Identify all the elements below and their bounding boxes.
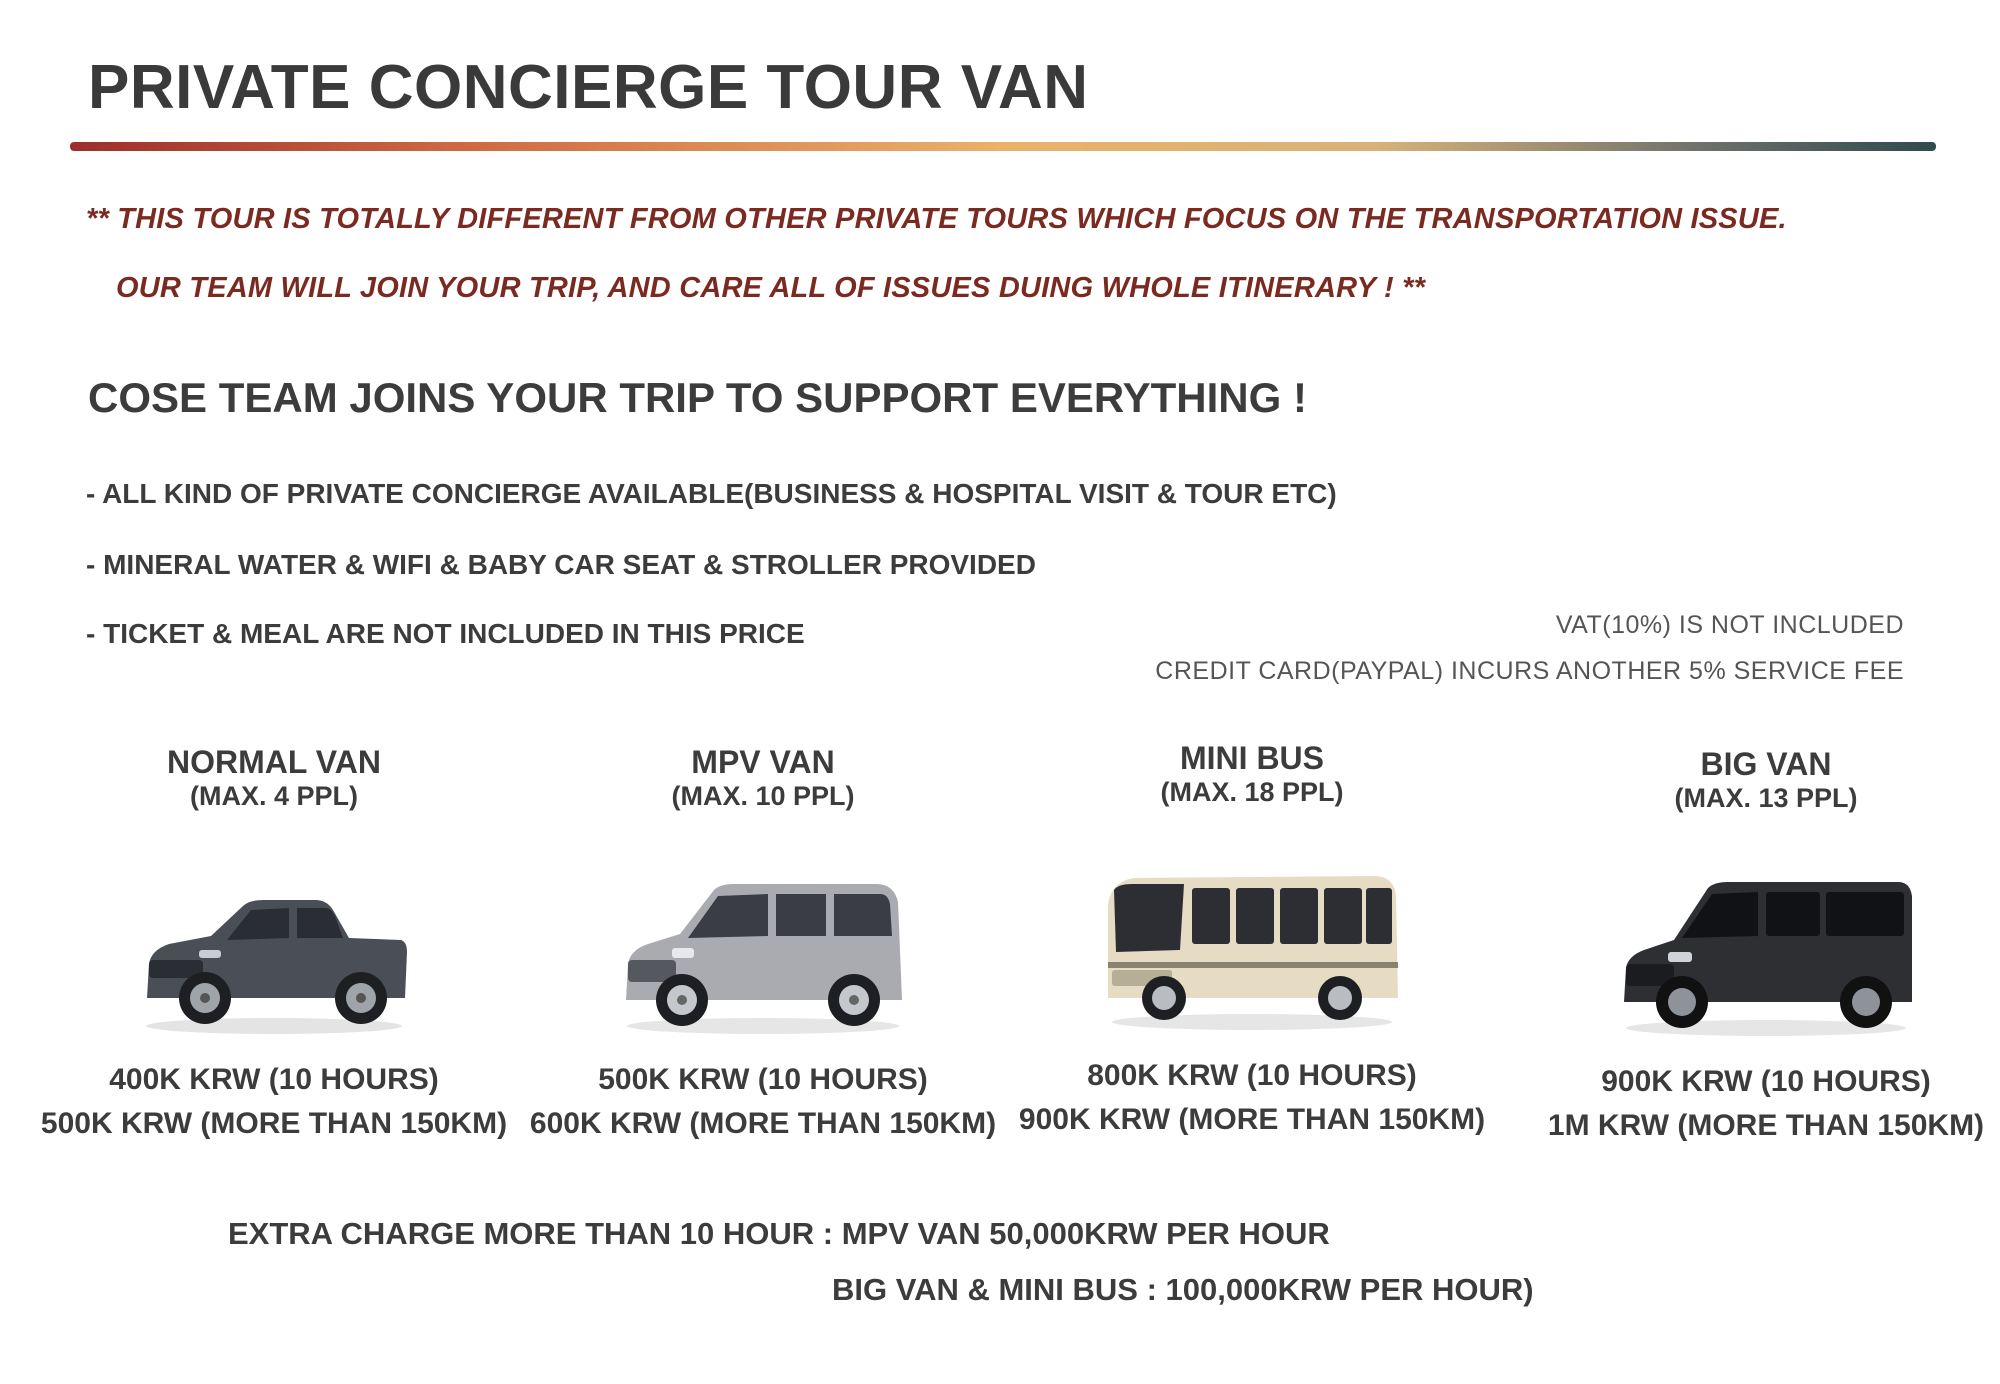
price-10-hours: 500K KRW (10 HOURS) xyxy=(598,1063,928,1096)
extra-charge-line-1: EXTRA CHARGE MORE THAN 10 HOUR : MPV VAN 50,000KRW PER HOUR xyxy=(228,1216,1330,1251)
vehicle-name: BIG VAN xyxy=(1700,746,1832,782)
vehicle-name: NORMAL VAN xyxy=(167,744,381,780)
bullet-amenities: - MINERAL WATER & WIFI & BABY CAR SEAT & STROLLER PROVIDED xyxy=(86,549,1036,580)
vehicle-capacity: (MAX. 10 PPL) xyxy=(671,781,855,811)
bullet-exclusions: - TICKET & MEAL ARE NOT INCLUDED IN THIS PRICE xyxy=(86,618,805,649)
large-van-icon xyxy=(1526,858,2000,1038)
vehicle-card-normal-van xyxy=(34,744,514,1146)
price-10-hours: 400K KRW (10 HOURS) xyxy=(109,1063,439,1096)
vehicle-name: MINI BUS xyxy=(1180,740,1324,776)
vehicle-name: MPV VAN xyxy=(691,744,835,780)
vehicle-capacity: (MAX. 4 PPL) xyxy=(189,781,358,811)
price-over-150km: 600K KRW (MORE THAN 150KM) xyxy=(529,1107,997,1140)
card-fee-note: CREDIT CARD(PAYPAL) INCURS ANOTHER 5% SERVICE FEE xyxy=(1155,657,1904,685)
pickup-truck-icon xyxy=(34,856,514,1036)
vehicle-capacity: (MAX. 13 PPL) xyxy=(1674,783,1858,813)
price-over-150km: 500K KRW (MORE THAN 150KM) xyxy=(40,1107,508,1140)
minibus-icon xyxy=(1012,852,1492,1032)
minivan-icon xyxy=(523,856,1003,1036)
gradient-divider xyxy=(70,142,1936,151)
section-heading: COSE TEAM JOINS YOUR TRIP TO SUPPORT EVERYTHING ! xyxy=(88,374,1307,421)
extra-charge-line-2: BIG VAN & MINI BUS : 100,000KRW PER HOUR) xyxy=(832,1272,1534,1307)
vehicle-card-mpv-van xyxy=(523,744,1003,1146)
vehicle-capacity: (MAX. 18 PPL) xyxy=(1160,777,1344,807)
price-over-150km: 900K KRW (MORE THAN 150KM) xyxy=(1018,1103,1486,1136)
notice-line-1: ** THIS TOUR IS TOTALLY DIFFERENT FROM OTHER PRIVATE TOURS WHICH FOCUS ON THE TRANSPORTATION ISSUE. xyxy=(86,203,1787,235)
vat-note: VAT(10%) IS NOT INCLUDED xyxy=(1555,611,1904,639)
notice-line-2: OUR TEAM WILL JOIN YOUR TRIP, AND CARE ALL OF ISSUES DUING WHOLE ITINERARY ! ** xyxy=(116,272,1426,304)
price-10-hours: 900K KRW (10 HOURS) xyxy=(1601,1065,1931,1098)
price-over-150km: 1M KRW (MORE THAN 150KM) xyxy=(1547,1109,1985,1142)
page-title: PRIVATE CONCIERGE TOUR VAN xyxy=(88,53,1089,122)
price-10-hours: 800K KRW (10 HOURS) xyxy=(1087,1059,1417,1092)
vehicle-card-big-van xyxy=(1526,746,2000,1148)
vehicle-card-mini-bus xyxy=(1012,740,1492,1142)
bullet-concierge: - ALL KIND OF PRIVATE CONCIERGE AVAILABLE(BUSINESS & HOSPITAL VISIT & TOUR ETC) xyxy=(86,478,1337,509)
